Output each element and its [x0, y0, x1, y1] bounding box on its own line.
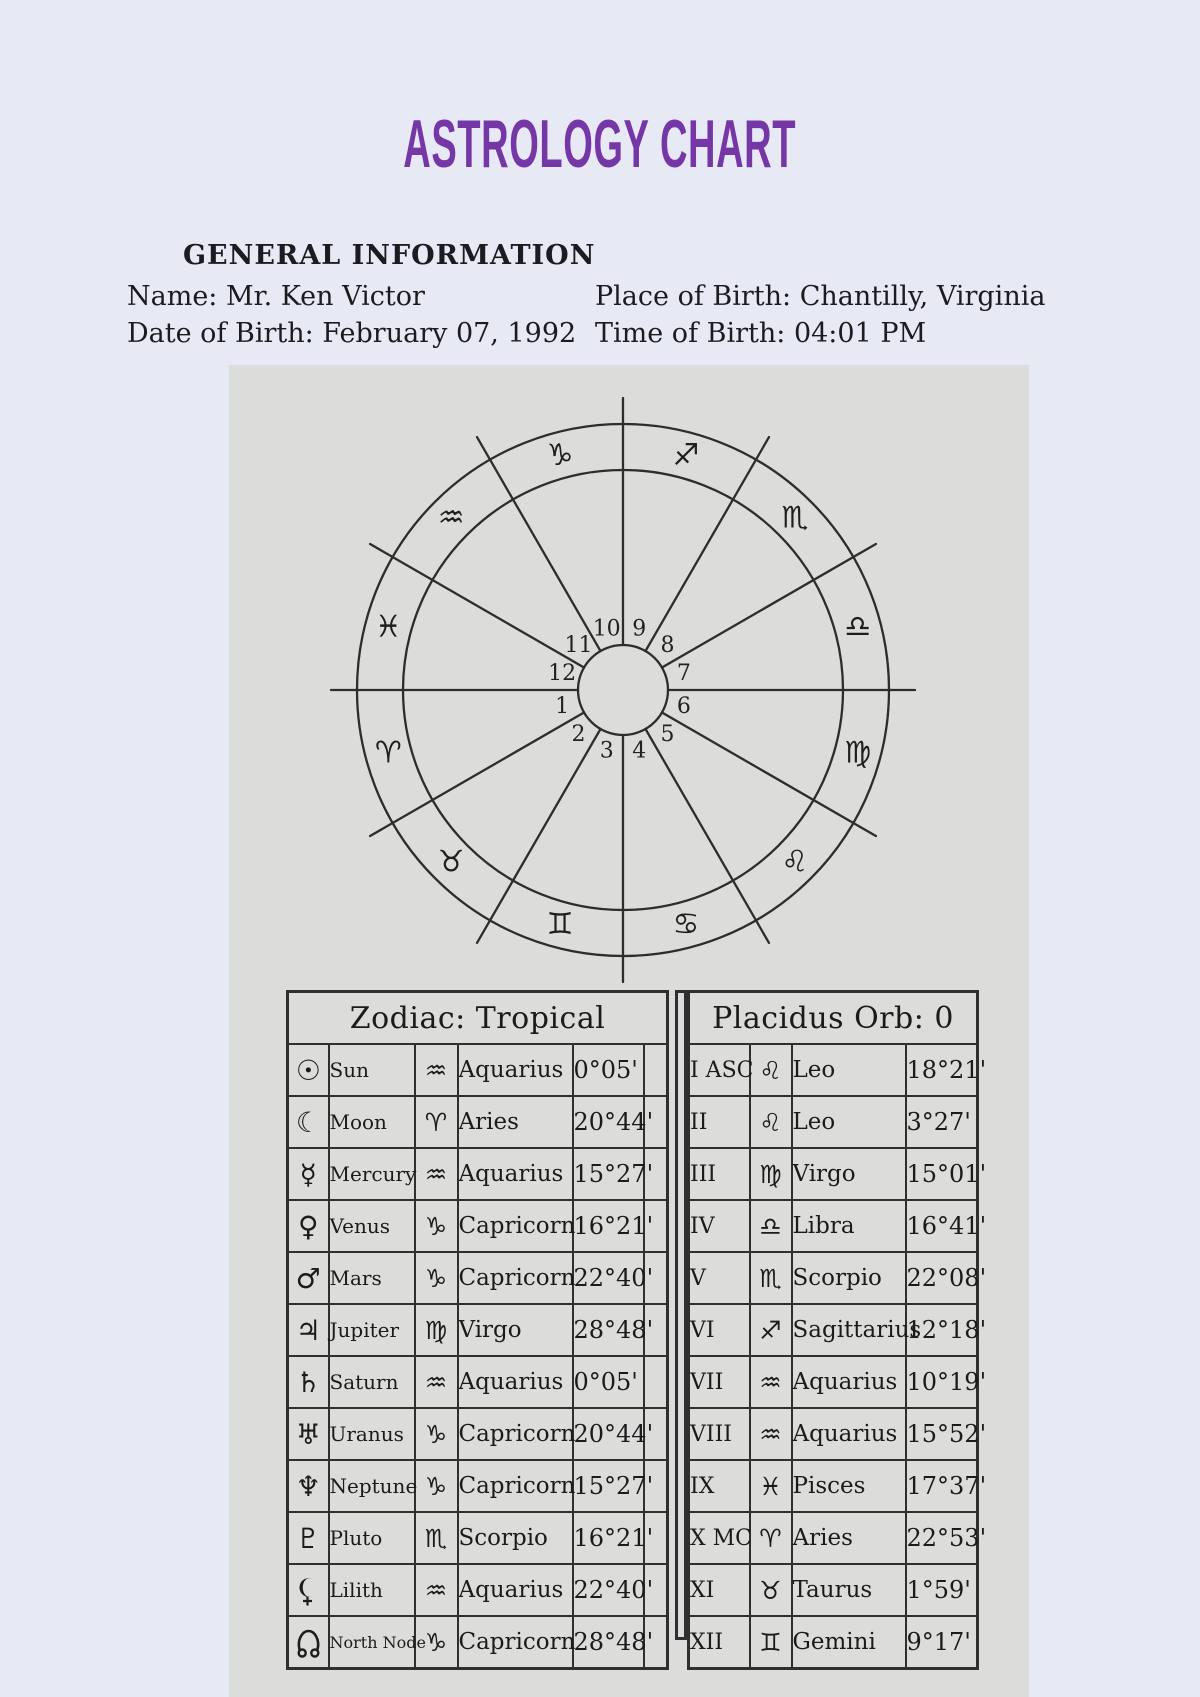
- house-label: V: [689, 1252, 750, 1304]
- planet-degrees: 22°40': [573, 1252, 644, 1304]
- north-node-icon: [295, 1628, 322, 1659]
- planet-sign: Capricorn: [458, 1616, 573, 1669]
- planet-row-neptune: [288, 1460, 668, 1512]
- taurus-icon: ♉: [437, 844, 465, 880]
- capricorn-icon: ♑: [546, 437, 574, 473]
- info-time-of-birth: Time of Birth: 04:01 PM: [595, 318, 927, 349]
- house-number-4: 4: [632, 738, 647, 764]
- info-date-of-birth: Date of Birth: February 07, 1992: [127, 318, 577, 349]
- page-title: ASTROLOGY CHART: [403, 106, 797, 182]
- house-row-6: [689, 1356, 978, 1408]
- sun-icon: ☉: [288, 1044, 329, 1096]
- planet-row-pluto: [288, 1512, 668, 1564]
- house-sign: Gemini: [792, 1616, 906, 1669]
- lilith-icon: [295, 1576, 321, 1607]
- house-row-1: [689, 1096, 978, 1148]
- neptune-icon: ♆: [288, 1460, 329, 1512]
- house-number-6: 6: [676, 693, 691, 719]
- planet-name: Sun: [329, 1044, 415, 1096]
- planet-row-venus: [288, 1200, 668, 1252]
- virgo-icon: ♍: [750, 1148, 792, 1200]
- aquarius-icon: ♒: [415, 1148, 458, 1200]
- planet-sign: Capricorn: [458, 1408, 573, 1460]
- lilith-icon: [288, 1564, 329, 1616]
- planet-degrees: 15°27': [573, 1148, 644, 1200]
- house-row-8: [689, 1460, 978, 1512]
- house-label: II: [689, 1096, 750, 1148]
- planet-sign: Aquarius: [458, 1148, 573, 1200]
- houses-table-header-row: [689, 992, 978, 1045]
- planet-sign: Aquarius: [458, 1356, 573, 1408]
- wheel-center-circle: [578, 645, 668, 735]
- planet-sign: Aquarius: [458, 1564, 573, 1616]
- house-degrees: 17°37': [906, 1460, 978, 1512]
- planet-sign: Virgo: [458, 1304, 573, 1356]
- house-number-1: 1: [555, 693, 570, 719]
- aquarius-icon: ♒: [415, 1044, 458, 1096]
- house-number-3: 3: [599, 738, 614, 764]
- info-name: Name: Mr. Ken Victor: [127, 281, 425, 312]
- virgo-icon: ♍: [844, 735, 872, 771]
- house-sign: Taurus: [792, 1564, 906, 1616]
- title-row: [0, 106, 1200, 182]
- house-row-2: [689, 1148, 978, 1200]
- scorpio-icon: ♏: [781, 500, 809, 536]
- info-place-of-birth: Place of Birth: Chantilly, Virginia: [595, 281, 1046, 312]
- planets-table-header-row: [288, 992, 668, 1045]
- planet-row-moon: [288, 1096, 668, 1148]
- moon-icon: ☾: [288, 1096, 329, 1148]
- house-row-7: [689, 1408, 978, 1460]
- empty-cell: [644, 1044, 668, 1096]
- planet-row-jupiter: [288, 1304, 668, 1356]
- house-cusp-line: [370, 713, 584, 837]
- aquarius-icon: ♒: [415, 1564, 458, 1616]
- gemini-icon: ♊: [750, 1616, 792, 1669]
- leo-icon: ♌: [750, 1044, 792, 1096]
- planet-row-sun: [288, 1044, 668, 1096]
- house-row-0: [689, 1044, 978, 1096]
- planet-degrees: 0°05': [573, 1356, 644, 1408]
- planet-degrees: 16°21': [573, 1512, 644, 1564]
- pisces-icon: ♓: [750, 1460, 792, 1512]
- house-row-4: [689, 1252, 978, 1304]
- house-degrees: 16°41': [906, 1200, 978, 1252]
- planets-table: [286, 990, 669, 1670]
- house-sign: Sagittarius: [792, 1304, 906, 1356]
- planet-degrees: 28°48': [573, 1616, 644, 1669]
- planet-sign: Capricorn: [458, 1252, 573, 1304]
- capricorn-icon: ♑: [415, 1200, 458, 1252]
- planet-degrees: 16°21': [573, 1200, 644, 1252]
- planet-name: Mercury: [329, 1148, 415, 1200]
- virgo-icon: ♍: [415, 1304, 458, 1356]
- house-number-11: 11: [564, 633, 593, 658]
- house-degrees: 15°52': [906, 1408, 978, 1460]
- jupiter-icon: ♃: [288, 1304, 329, 1356]
- house-label: I ASC: [689, 1044, 750, 1096]
- sagittarius-icon: ♐: [750, 1304, 792, 1356]
- cancer-icon: ♋: [672, 907, 700, 943]
- planet-degrees: 0°05': [573, 1044, 644, 1096]
- house-sign: Leo: [792, 1044, 906, 1096]
- planet-row-uranus: [288, 1408, 668, 1460]
- uranus-icon: ♅: [288, 1408, 329, 1460]
- house-cusp-line: [662, 544, 876, 668]
- house-sign: Aries: [792, 1512, 906, 1564]
- house-degrees: 10°19': [906, 1356, 978, 1408]
- planet-degrees: 20°44': [573, 1408, 644, 1460]
- house-number-12: 12: [548, 661, 577, 687]
- general-info-left-column: [127, 278, 576, 352]
- aries-icon: ♈: [750, 1512, 792, 1564]
- mercury-icon: ☿: [288, 1148, 329, 1200]
- planet-sign: Scorpio: [458, 1512, 573, 1564]
- scorpio-icon: ♏: [415, 1512, 458, 1564]
- pisces-icon: ♓: [374, 609, 402, 645]
- house-degrees: 22°53': [906, 1512, 978, 1564]
- taurus-icon: ♉: [750, 1564, 792, 1616]
- planet-name: North Node: [329, 1616, 415, 1669]
- planet-degrees: 22°40': [573, 1564, 644, 1616]
- house-row-11: [689, 1616, 978, 1669]
- house-label: VI: [689, 1304, 750, 1356]
- house-label: XI: [689, 1564, 750, 1616]
- libra-icon: ♎: [844, 609, 872, 645]
- houses-table-title: Placidus Orb: 0: [689, 992, 978, 1045]
- planet-degrees: 20°44': [573, 1096, 644, 1148]
- aries-icon: ♈: [374, 735, 402, 771]
- house-cusp-line: [477, 437, 601, 651]
- house-cusp-line: [646, 437, 770, 651]
- planet-name: Uranus: [329, 1408, 415, 1460]
- capricorn-icon: ♑: [415, 1460, 458, 1512]
- capricorn-icon: ♑: [415, 1408, 458, 1460]
- house-label: XII: [689, 1616, 750, 1669]
- house-label: IV: [689, 1200, 750, 1252]
- capricorn-icon: ♑: [415, 1616, 458, 1669]
- house-degrees: 12°18': [906, 1304, 978, 1356]
- planet-name: Venus: [329, 1200, 415, 1252]
- house-label: VII: [689, 1356, 750, 1408]
- general-info-right-column: [595, 278, 1045, 352]
- aquarius-icon: ♒: [437, 500, 465, 536]
- planet-row-mars: [288, 1252, 668, 1304]
- house-label: X MC: [689, 1512, 750, 1564]
- astrology-wheel: [229, 365, 1029, 1045]
- leo-icon: ♌: [781, 844, 809, 880]
- planet-name: Mars: [329, 1252, 415, 1304]
- house-cusp-line: [646, 729, 770, 943]
- saturn-icon: ♄: [288, 1356, 329, 1408]
- planet-row-lilith: [288, 1564, 668, 1616]
- capricorn-icon: ♑: [415, 1252, 458, 1304]
- planet-name: Pluto: [329, 1512, 415, 1564]
- house-degrees: 18°21': [906, 1044, 978, 1096]
- planet-sign: Aries: [458, 1096, 573, 1148]
- house-number-10: 10: [592, 616, 621, 642]
- sagittarius-icon: ♐: [672, 437, 700, 473]
- house-row-9: [689, 1512, 978, 1564]
- house-number-9: 9: [632, 616, 647, 642]
- scorpio-icon: ♏: [750, 1252, 792, 1304]
- house-degrees: 3°27': [906, 1096, 978, 1148]
- planet-name: Neptune: [329, 1460, 415, 1512]
- planet-row-mercury: [288, 1148, 668, 1200]
- planet-name: Jupiter: [329, 1304, 415, 1356]
- house-label: VIII: [689, 1408, 750, 1460]
- house-cusp-line: [662, 713, 876, 837]
- house-sign: Pisces: [792, 1460, 906, 1512]
- aquarius-icon: ♒: [750, 1356, 792, 1408]
- houses-table: [687, 990, 987, 1670]
- table-divider-strip: [675, 990, 687, 1640]
- planet-sign: Aquarius: [458, 1044, 573, 1096]
- planet-name: Saturn: [329, 1356, 415, 1408]
- empty-cell: [644, 1356, 668, 1408]
- house-sign: Scorpio: [792, 1252, 906, 1304]
- mars-icon: ♂: [288, 1252, 329, 1304]
- house-sign: Aquarius: [792, 1408, 906, 1460]
- chart-panel: [229, 365, 1029, 1697]
- north-node-icon: [288, 1616, 329, 1669]
- house-sign: Libra: [792, 1200, 906, 1252]
- aquarius-icon: ♒: [750, 1408, 792, 1460]
- house-degrees: 9°17': [906, 1616, 978, 1669]
- house-row-10: [689, 1564, 978, 1616]
- house-cusp-line: [370, 544, 584, 668]
- planet-degrees: 15°27': [573, 1460, 644, 1512]
- venus-icon: ♀: [288, 1200, 329, 1252]
- planet-row-saturn: [288, 1356, 668, 1408]
- planet-degrees: 28°48': [573, 1304, 644, 1356]
- house-degrees: 1°59': [906, 1564, 978, 1616]
- house-number-2: 2: [571, 722, 586, 747]
- house-cusp-line: [477, 729, 601, 943]
- house-degrees: 22°08': [906, 1252, 978, 1304]
- house-sign: Aquarius: [792, 1356, 906, 1408]
- general-info-heading: GENERAL INFORMATION: [183, 240, 596, 271]
- gemini-icon: ♊: [546, 907, 574, 943]
- house-number-7: 7: [676, 661, 691, 687]
- planet-name: Moon: [329, 1096, 415, 1148]
- planet-sign: Capricorn: [458, 1200, 573, 1252]
- planets-table-title: Zodiac: Tropical: [288, 992, 668, 1045]
- house-row-3: [689, 1200, 978, 1252]
- aquarius-icon: ♒: [415, 1356, 458, 1408]
- house-degrees: 15°01': [906, 1148, 978, 1200]
- libra-icon: ♎: [750, 1200, 792, 1252]
- house-sign: Virgo: [792, 1148, 906, 1200]
- house-number-8: 8: [660, 633, 675, 658]
- house-row-5: [689, 1304, 978, 1356]
- house-number-5: 5: [660, 722, 675, 747]
- aries-icon: ♈: [415, 1096, 458, 1148]
- house-label: III: [689, 1148, 750, 1200]
- house-sign: Leo: [792, 1096, 906, 1148]
- planet-name: Lilith: [329, 1564, 415, 1616]
- house-label: IX: [689, 1460, 750, 1512]
- leo-icon: ♌: [750, 1096, 792, 1148]
- pluto-icon: ♇: [288, 1512, 329, 1564]
- planet-sign: Capricorn: [458, 1460, 573, 1512]
- planet-row-north-node: [288, 1616, 668, 1669]
